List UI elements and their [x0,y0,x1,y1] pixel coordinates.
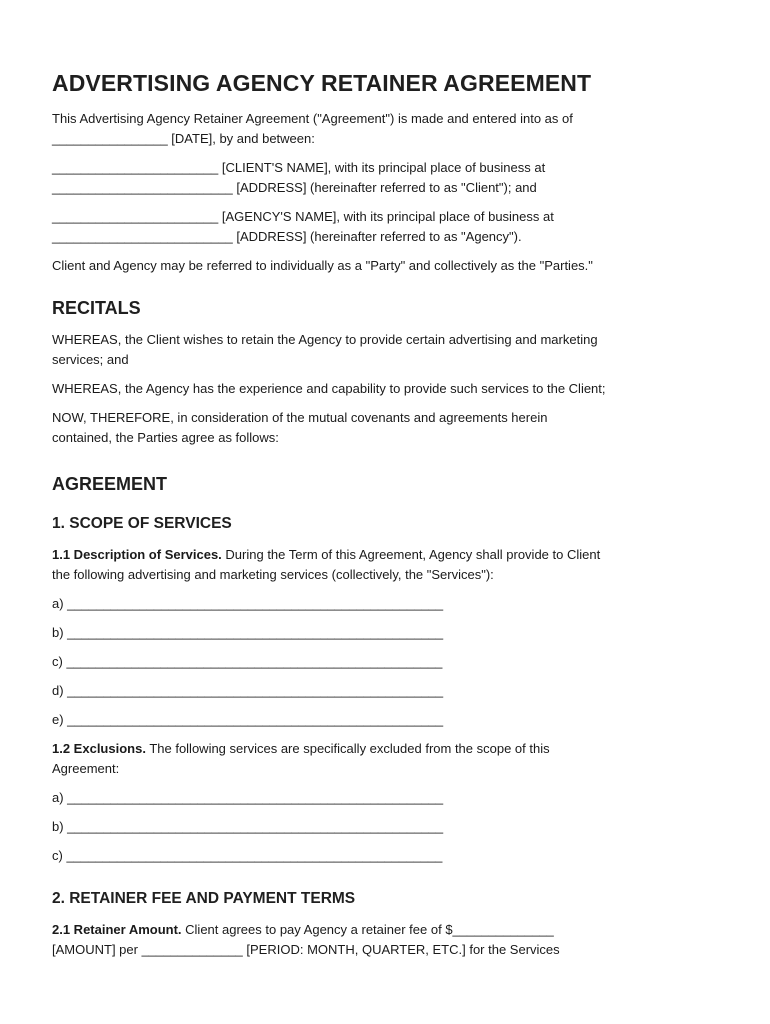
document-title: ADVERTISING AGENCY RETAINER AGREEMENT [52,70,592,96]
description-label: 1.1 Description of Services. [52,547,222,562]
retainer-amount-line-1: Client agrees to pay Agency a retainer fee of $______________ [181,922,554,937]
agency-line-2: _________________________ [ADDRESS] (hereinafter referred to as "Agency"). [52,229,522,244]
service-item-e: e) ____________________________________________________ [52,712,444,727]
description-line-1: During the Term of this Agreement, Agency shall provide to Client [221,547,601,562]
recital-1-line-2: services; and [52,352,129,367]
exclusion-item-c: c) ____________________________________________________ [52,848,443,863]
description-line-2: the following advertising and marketing services (collectively, the "Services"): [52,567,494,582]
parties-paragraph: Client and Agency may be referred to individually as a "Party" and collectively as the "Parties." [52,258,593,273]
exclusion-item-a: a) ____________________________________________________ [52,790,444,805]
agency-paragraph [52,207,718,247]
recital-3-line-1: NOW, THEREFORE, in consideration of the mutual covenants and agreements herein [52,410,548,425]
exclusions-line-2: Agreement: [52,761,120,776]
recital-1-line-1: WHEREAS, the Client wishes to retain the Agency to provide certain advertising and marketing [52,332,598,347]
intro-line-1: This Advertising Agency Retainer Agreement ("Agreement") is made and entered into as of [52,111,573,126]
scope-heading: 1. SCOPE OF SERVICES [52,515,232,532]
exclusions-line-1: The following services are specifically excluded from the scope of this [145,741,550,756]
recital-whereas-2: WHEREAS, the Agency has the experience and capability to provide such services to the Client; [52,381,606,396]
exclusions-label: 1.2 Exclusions. [52,741,146,756]
retainer-fee-heading: 2. RETAINER FEE AND PAYMENT TERMS [52,890,356,907]
recital-whereas-1 [52,330,718,370]
agreement-heading: AGREEMENT [52,474,168,494]
recital-now-therefore [52,408,718,448]
client-line-1: _______________________ [CLIENT'S NAME], with its principal place of business at [52,160,546,175]
description-of-services [52,545,718,585]
recital-3-line-2: contained, the Parties agree as follows: [52,430,279,445]
retainer-amount-paragraph [52,920,718,960]
retainer-amount-label: 2.1 Retainer Amount. [52,922,182,937]
client-line-2: _________________________ [ADDRESS] (hereinafter referred to as "Client"); and [52,180,537,195]
retainer-amount-line-2: [AMOUNT] per ______________ [PERIOD: MONTH, QUARTER, ETC.] for the Services [52,942,560,957]
service-item-c: c) ____________________________________________________ [52,654,443,669]
service-item-b: b) ____________________________________________________ [52,625,444,640]
intro-paragraph [52,109,718,149]
client-paragraph [52,158,718,198]
recitals-heading: RECITALS [52,298,141,318]
exclusions-paragraph [52,739,718,779]
service-item-a: a) ____________________________________________________ [52,596,444,611]
agency-line-1: _______________________ [AGENCY'S NAME], with its principal place of business at [52,209,554,224]
service-item-d: d) ____________________________________________________ [52,683,444,698]
intro-line-2: ________________ [DATE], by and between: [52,131,315,146]
exclusion-item-b: b) ____________________________________________________ [52,819,444,834]
